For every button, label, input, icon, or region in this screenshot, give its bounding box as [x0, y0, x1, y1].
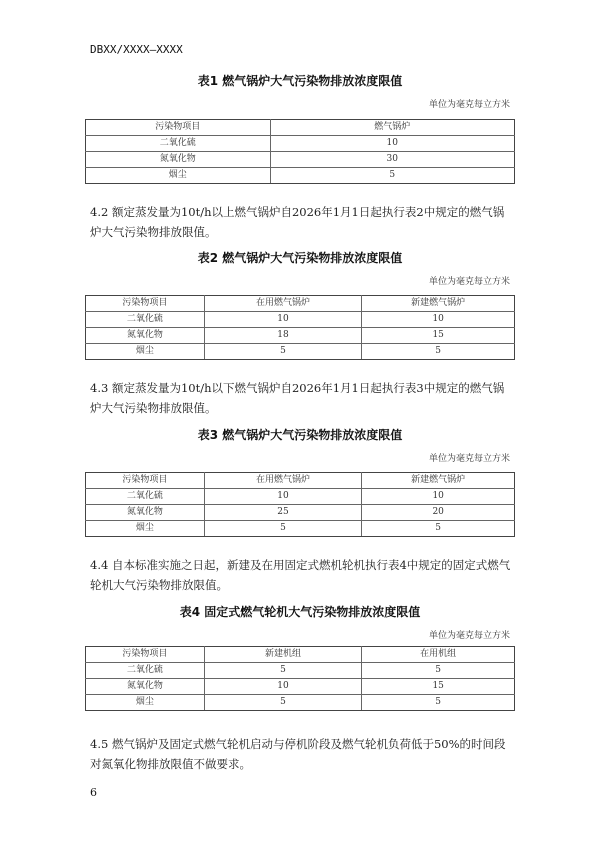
header-cell: 燃气锅炉 — [270, 120, 514, 136]
table-3 — [85, 472, 515, 537]
table-1-title: 表1 燃气锅炉大气污染物排放浓度限值 — [197, 74, 403, 88]
table-4-unit: 单位为毫克每立方米 — [428, 631, 510, 641]
document-code: DBXX/XXXX—XXXX — [90, 43, 183, 56]
table-row — [86, 505, 515, 521]
pollutant-cell: 烟尘 — [86, 168, 271, 184]
table-header-row — [86, 473, 515, 489]
value-cell: 10 — [204, 312, 362, 328]
header-cell: 污染物项目 — [86, 473, 205, 489]
table-4-title: 表4 固定式燃气轮机大气污染物排放浓度限值 — [179, 605, 421, 619]
value-cell: 5 — [204, 663, 362, 679]
value-cell: 25 — [204, 505, 362, 521]
table-header-row — [86, 296, 515, 312]
table-row — [86, 521, 515, 537]
table-3-title: 表3 燃气锅炉大气污染物排放浓度限值 — [197, 428, 403, 442]
table-1-unit: 单位为毫克每立方米 — [428, 100, 510, 110]
value-cell: 30 — [270, 152, 514, 168]
table-2-unit: 单位为毫克每立方米 — [428, 277, 510, 287]
pollutant-cell: 氮氧化物 — [86, 679, 205, 695]
value-cell: 5 — [204, 695, 362, 711]
header-cell: 新建燃气锅炉 — [362, 296, 515, 312]
value-cell: 5 — [204, 344, 362, 360]
table-row — [86, 679, 515, 695]
pollutant-cell: 二氧化硫 — [86, 489, 205, 505]
value-cell: 20 — [362, 505, 515, 521]
table-4 — [85, 646, 515, 711]
paragraph-4-3: 4.3 额定蒸发量为10t/h以下燃气锅炉自2026年1月1日起执行表3中规定的燃气锅炉大气污染物排放限值。 — [90, 381, 505, 415]
value-cell: 5 — [270, 168, 514, 184]
table-row — [86, 136, 515, 152]
page-number: 6 — [90, 786, 97, 799]
value-cell: 5 — [362, 663, 515, 679]
table-2-title: 表2 燃气锅炉大气污染物排放浓度限值 — [197, 251, 403, 265]
table-header-row — [86, 647, 515, 663]
header-cell: 污染物项目 — [86, 120, 271, 136]
header-cell: 污染物项目 — [86, 647, 205, 663]
value-cell: 18 — [204, 328, 362, 344]
pollutant-cell: 氮氧化物 — [86, 152, 271, 168]
table-2 — [85, 295, 515, 360]
paragraph-4-5: 4.5 燃气锅炉及固定式燃气轮机启动与停机阶段及燃气轮机负荷低于50%的时间段对氮氧化物排放限值不做要求。 — [90, 737, 506, 771]
pollutant-cell: 二氧化硫 — [86, 136, 271, 152]
table-row — [86, 152, 515, 168]
table-row — [86, 312, 515, 328]
value-cell: 10 — [204, 679, 362, 695]
pollutant-cell: 烟尘 — [86, 344, 205, 360]
pollutant-cell: 氮氧化物 — [86, 328, 205, 344]
header-cell: 在用机组 — [362, 647, 515, 663]
value-cell: 15 — [362, 679, 515, 695]
table-row — [86, 695, 515, 711]
header-cell: 在用燃气锅炉 — [204, 473, 362, 489]
paragraph-4-4: 4.4 自本标准实施之日起，新建及在用固定式燃机轮机执行表4中规定的固定式燃气轮机大气污染物排放限值。 — [90, 558, 511, 592]
pollutant-cell: 二氧化硫 — [86, 312, 205, 328]
value-cell: 15 — [362, 328, 515, 344]
table-3-unit: 单位为毫克每立方米 — [428, 454, 510, 464]
header-cell: 在用燃气锅炉 — [204, 296, 362, 312]
value-cell: 10 — [270, 136, 514, 152]
value-cell: 10 — [204, 489, 362, 505]
table-row — [86, 328, 515, 344]
paragraph-4-2: 4.2 额定蒸发量为10t/h以上燃气锅炉自2026年1月1日起执行表2中规定的燃气锅炉大气污染物排放限值。 — [90, 205, 505, 239]
header-cell: 新建机组 — [204, 647, 362, 663]
table-row — [86, 168, 515, 184]
table-row — [86, 489, 515, 505]
value-cell: 5 — [204, 521, 362, 537]
value-cell: 10 — [362, 489, 515, 505]
value-cell: 10 — [362, 312, 515, 328]
table-header-row — [86, 120, 515, 136]
pollutant-cell: 烟尘 — [86, 695, 205, 711]
value-cell: 5 — [362, 695, 515, 711]
header-cell: 新建燃气锅炉 — [362, 473, 515, 489]
header-cell: 污染物项目 — [86, 296, 205, 312]
table-1 — [85, 119, 515, 184]
pollutant-cell: 二氧化硫 — [86, 663, 205, 679]
pollutant-cell: 烟尘 — [86, 521, 205, 537]
table-row — [86, 344, 515, 360]
table-row — [86, 663, 515, 679]
value-cell: 5 — [362, 521, 515, 537]
pollutant-cell: 氮氧化物 — [86, 505, 205, 521]
value-cell: 5 — [362, 344, 515, 360]
